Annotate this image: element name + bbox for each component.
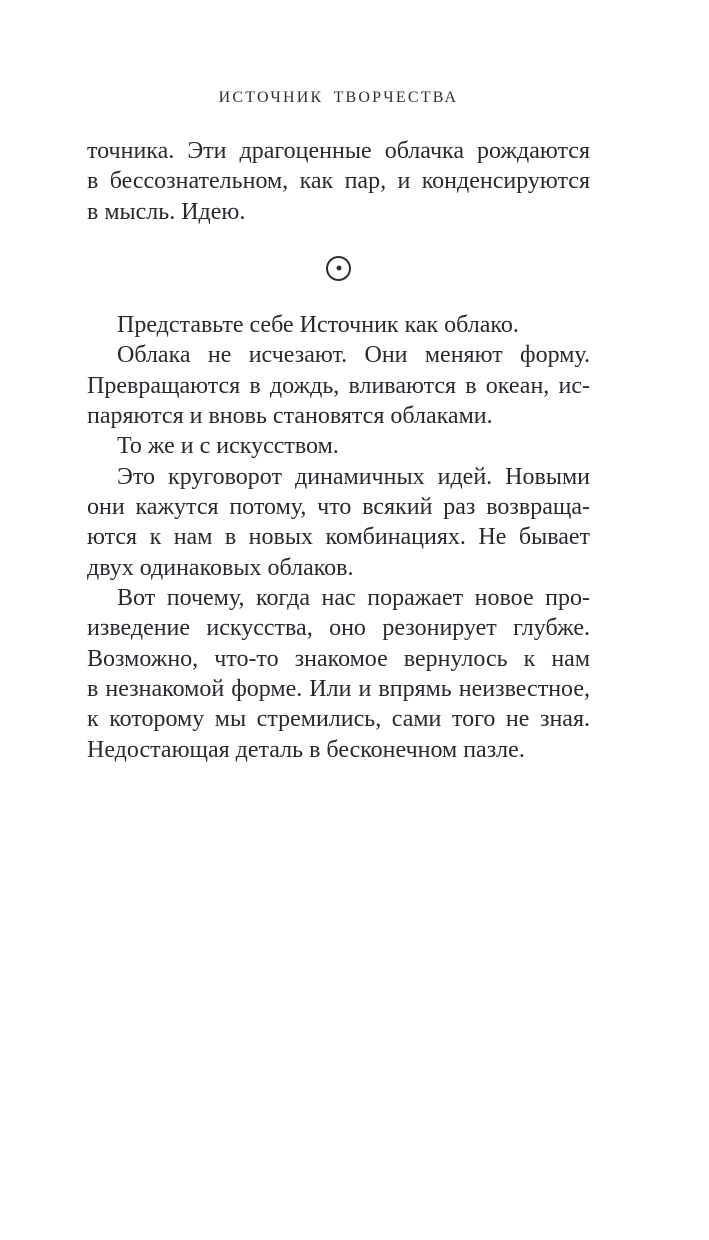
text-line: То же и с искусством. xyxy=(117,433,339,460)
paragraph xyxy=(87,136,590,227)
text-line: Облака не исчезают. Они меняют форму. xyxy=(117,342,590,369)
paragraph xyxy=(87,310,590,340)
text-line: в незнакомой форме. Или и впрямь неизвестное, xyxy=(87,675,590,702)
running-head: ИСТОЧНИК ТВОРЧЕСТВА xyxy=(218,89,459,106)
text-line: они кажутся потому, что всякий раз возвраща- xyxy=(87,493,590,520)
text-line: Это круговорот динамичных идей. Новыми xyxy=(117,463,590,490)
text-line: изведение искусства, оно резонирует глубже. xyxy=(87,615,590,642)
text-line: точника. Эти драгоценные облачка рождаются xyxy=(87,138,590,164)
text-line: Представьте себе Источник как облако. xyxy=(117,311,519,338)
text-line: в бессознательном, как пар, и конденсируются xyxy=(87,168,590,195)
text-line: в мысль. Идею. xyxy=(87,198,246,225)
paragraph xyxy=(87,431,590,461)
paragraph xyxy=(87,462,590,583)
text-line: Превращаются в дождь, вливаются в океан, ис- xyxy=(87,372,590,399)
text-line: ются к нам в новых комбинациях. Не бывает xyxy=(87,524,590,551)
paragraph xyxy=(87,340,590,431)
paragraph xyxy=(87,583,590,765)
divider-dot xyxy=(336,266,341,271)
text-line: к которому мы стремились, сами того не зная. xyxy=(87,706,590,733)
text-line: Недостающая деталь в бесконечном пазле. xyxy=(87,736,525,763)
text-line: паряются и вновь становятся облаками. xyxy=(87,402,493,429)
text-block xyxy=(87,136,590,765)
section-divider-circled-dot-icon xyxy=(326,256,351,281)
text-line: Возможно, что-то знакомое вернулось к нам xyxy=(87,645,590,672)
text-line: Вот почему, когда нас поражает новое про- xyxy=(117,584,590,611)
text-line: двух одинаковых облаков. xyxy=(87,554,354,581)
